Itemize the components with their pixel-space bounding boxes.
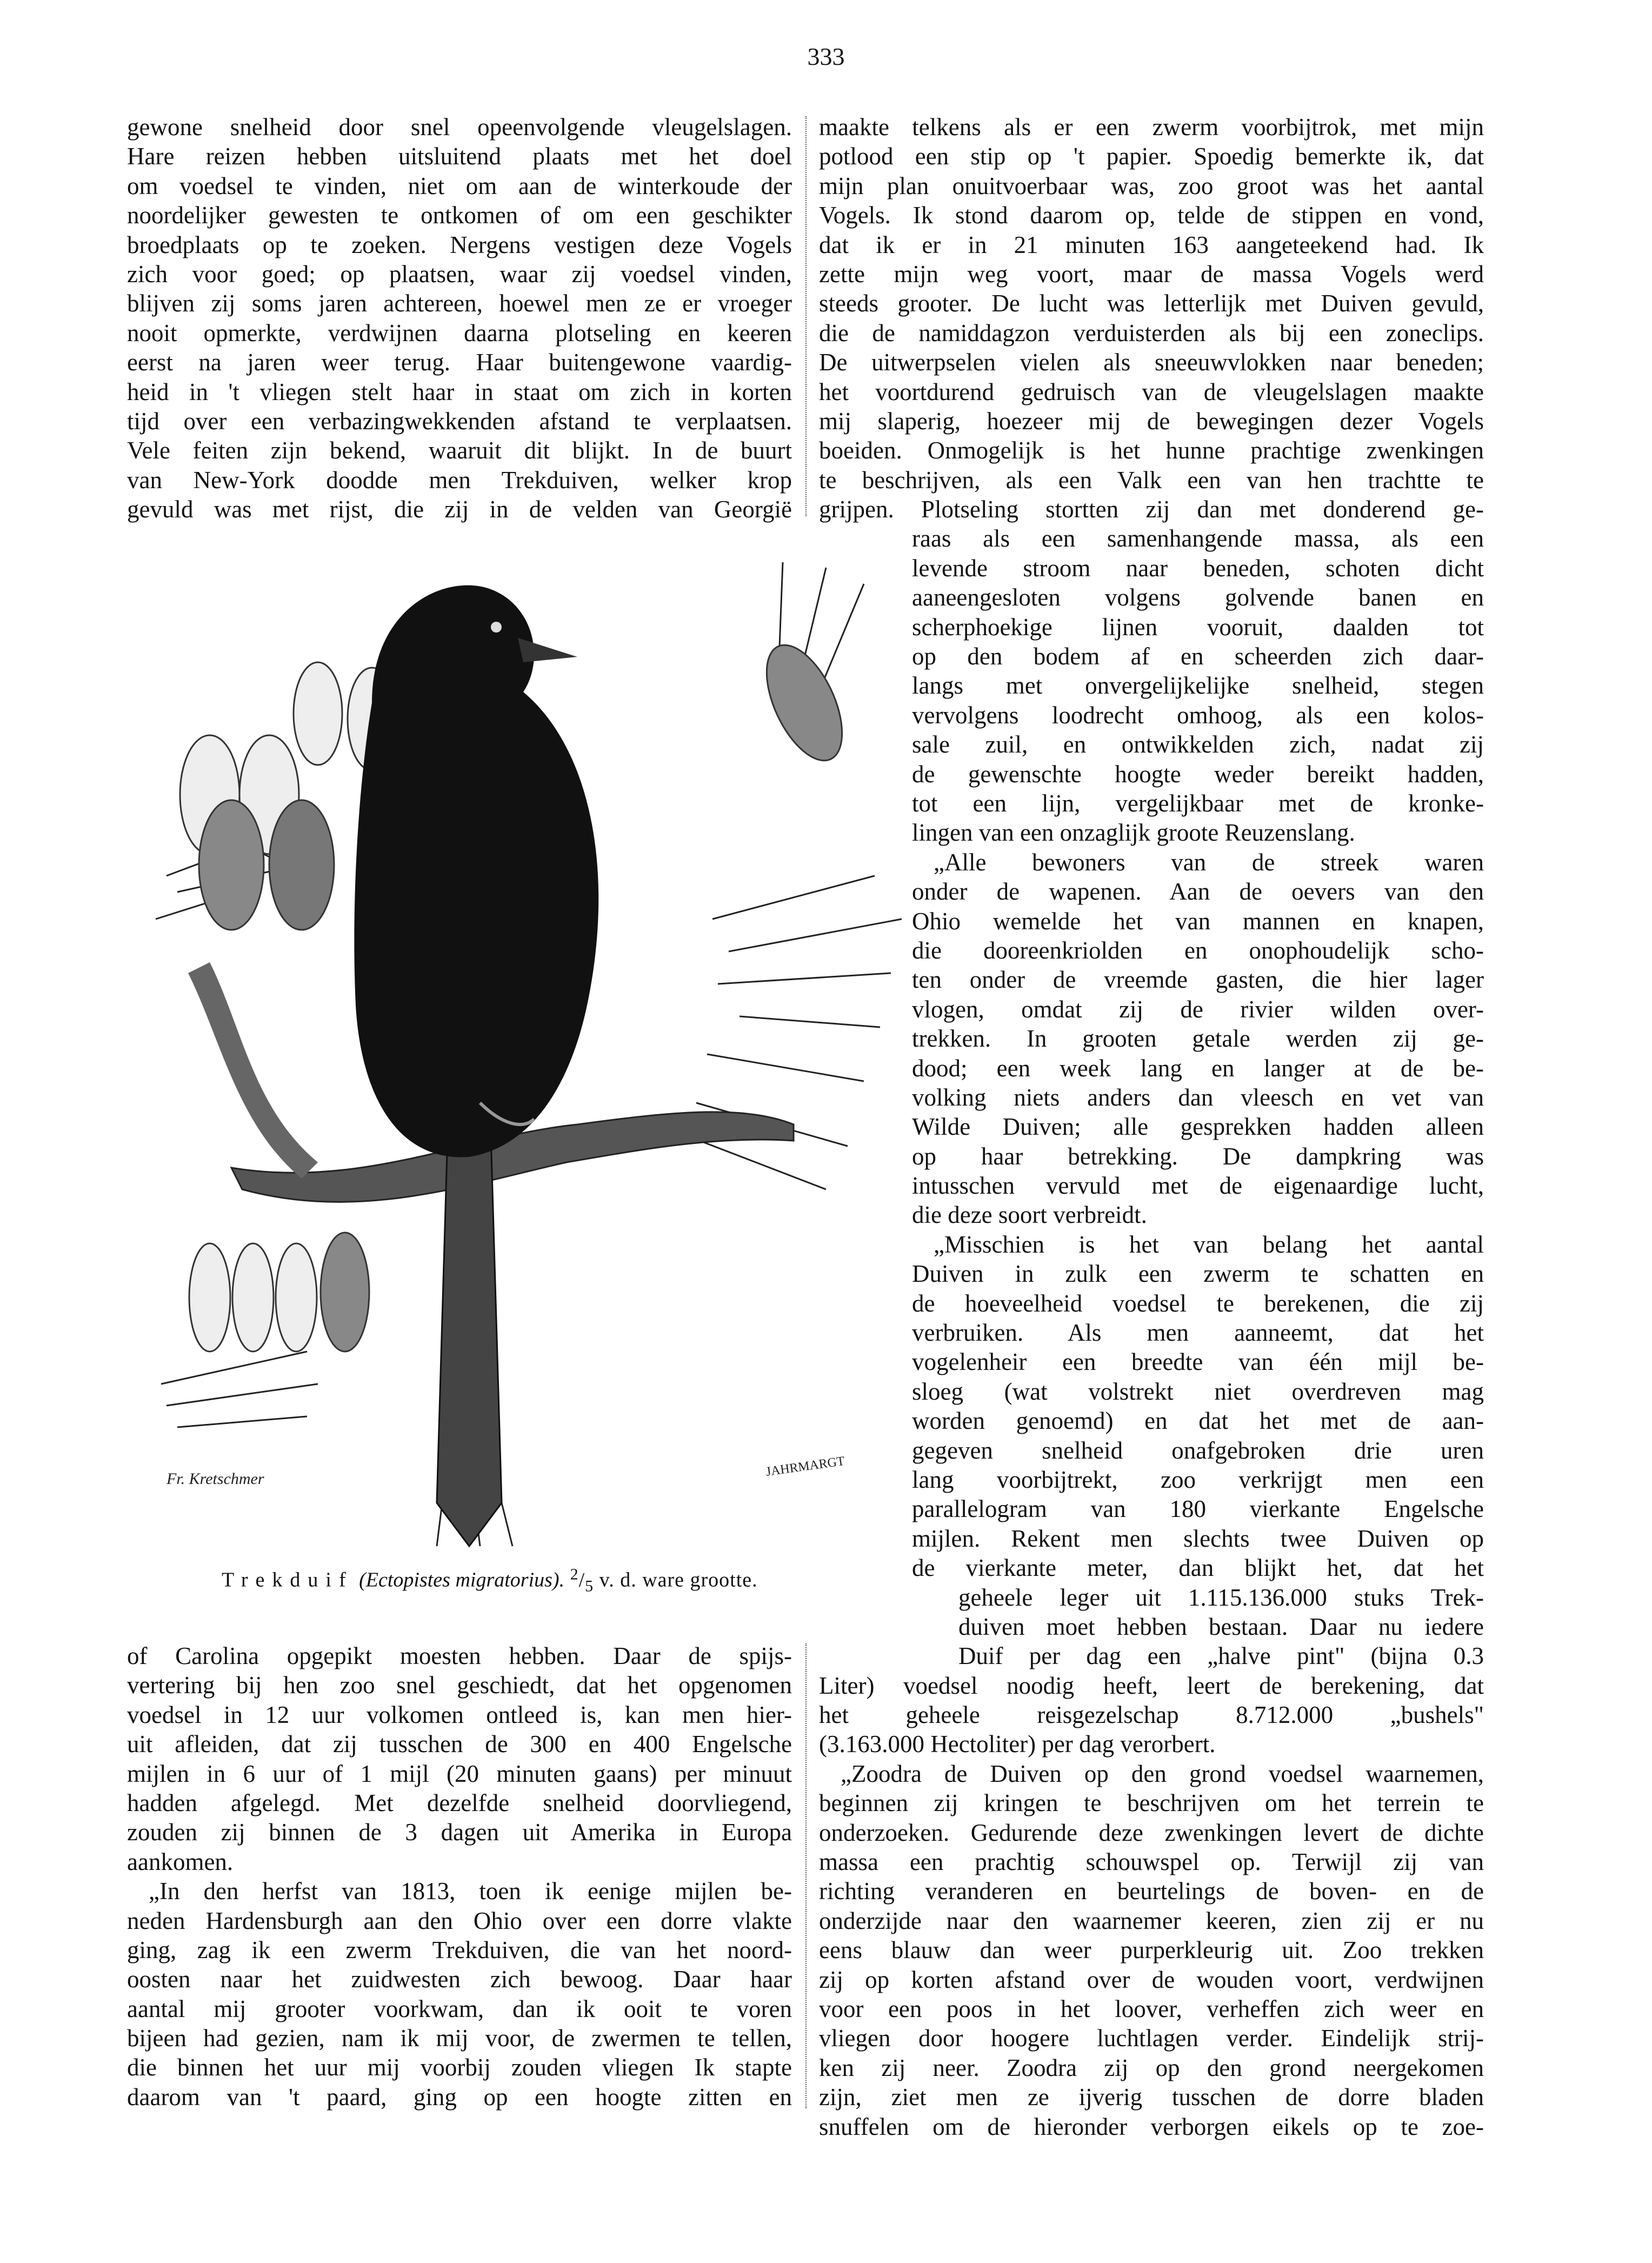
text-line: „Misschien is het van belang het aantal — [934, 1230, 1484, 1258]
text-line: scherphoekige lijnen vooruit, daalden tot — [912, 613, 1484, 641]
text-line: daarom van 't paard, ging op een hoogte zitten en — [127, 2083, 792, 2111]
text-line: neden Hardensburgh aan den Ohio over een dorre vlakte — [127, 1907, 792, 1934]
text-line: geheele leger uit 1.115.136.000 stuks Trek- — [958, 1583, 1484, 1611]
text-line: het voortdurend gedruisch van de vleugelslagen maakte — [819, 378, 1484, 405]
text-line: zij op korten afstand over de wouden voort, verdwijnen — [819, 1966, 1484, 1993]
text-line: potlood een stip op 't papier. Spoedig bemerkte ik, dat — [819, 143, 1484, 170]
text-line: langs met onvergelijkelijke snelheid, stegen — [912, 672, 1484, 700]
text-line: „In den herfst van 1813, toen ik eenige mijlen be- — [149, 1878, 792, 1905]
text-line: aankomen. — [127, 1848, 234, 1875]
text-line: aaneengesloten volgens golvende banen en — [912, 584, 1484, 611]
text-line: uit afleiden, dat zij tusschen de 300 en 400 Engelsche — [127, 1730, 792, 1758]
text-line: het geheele reisgezelschap 8.712.000 „bushels" — [819, 1701, 1484, 1729]
text-line: onderzoeken. Gedurende deze zwenkingen levert de dichte — [819, 1819, 1484, 1846]
text-line: onder de wapenen. Aan de oevers van den — [912, 878, 1484, 906]
text-line: steeds grooter. De lucht was letterlijk met Duiven gevuld, — [819, 290, 1484, 317]
text-line: intusschen vervuld met de eigenaardige lucht, — [912, 1172, 1484, 1200]
text-line: beginnen zij kringen te beschrijven om het terrein te — [819, 1789, 1484, 1817]
engraver-signature-right: JAHRMARGT — [765, 1454, 846, 1479]
text-line: of Carolina opgepikt moesten hebben. Daar de spijs- — [127, 1642, 792, 1669]
text-line: Duif per dag een „halve pint" (bijna 0.3 — [958, 1642, 1484, 1670]
caption-scale-fraction: $^2/_5$ — [570, 1565, 594, 1595]
left-column-bottom-text — [127, 1641, 792, 2112]
text-line: Vele feiten zijn bekend, waaruit dit blijkt. In de buurt — [127, 437, 792, 464]
figure-caption — [222, 1565, 758, 1595]
text-line: dat ik er in 21 minuten 163 aangeteekend had. Ik — [819, 231, 1484, 258]
text-line: lingen van een onzaglijk groote Reuzenslang. — [912, 819, 1355, 847]
text-line: vlogen, omdat zij de rivier wilden over- — [912, 995, 1484, 1023]
text-line: volking niets anders dan vleesch en vet van — [912, 1083, 1484, 1111]
text-line: de gewenschte hoogte weder bereikt hadden, — [912, 760, 1484, 788]
text-line: tot een lijn, vergelijkbaar met de kronke- — [912, 789, 1484, 817]
text-line: eerst na jaren weer terug. Haar buitengewone vaardig- — [127, 349, 792, 376]
text-line: duiven moet hebben bestaan. Daar nu iedere — [958, 1613, 1484, 1640]
text-line: heid in 't vliegen stelt haar in staat om zich in korten — [127, 378, 792, 405]
text-line: om voedsel te vinden, niet om aan de winterkoude der — [127, 172, 792, 199]
text-line: die dooreenkriolden en onophoudelijk scho- — [912, 936, 1484, 964]
text-line: hadden afgelegd. Met dezelfde snelheid doorvliegend, — [127, 1789, 792, 1816]
text-line: levende stroom naar beneden, schoten dicht — [912, 554, 1484, 582]
text-line: van New-York doodde men Trekduiven, welker krop — [127, 466, 792, 494]
text-line: die binnen het uur mij voorbij zouden vliegen Ik stapte — [127, 2054, 792, 2081]
text-line: voedsel in 12 uur volkomen ontleed is, kan men hier- — [127, 1701, 792, 1728]
text-line: tijd over een verbazingwekkenden afstand te verplaatsen. — [127, 407, 792, 435]
right-column-text — [819, 112, 1484, 2141]
text-line: mijn plan onuitvoerbaar was, zoo groot was het aantal — [819, 172, 1484, 199]
twig — [188, 962, 318, 1179]
text-line: mijlen. Rekent men slechts twee Duiven op — [912, 1525, 1484, 1552]
text-line: (3.163.000 Hectoliter) per dag verorbert. — [819, 1730, 1216, 1758]
text-line: Hare reizen hebben uitsluitend plaats met het doel — [127, 143, 792, 170]
text-line: „Alle bewoners van de streek waren — [934, 848, 1484, 876]
fraction-denominator: 5 — [585, 1577, 594, 1595]
text-line: Ohio wemelde het van mannen en knapen, — [912, 907, 1484, 935]
text-line: richting veranderen en beurtelings de boven- en de — [819, 1878, 1484, 1905]
text-line: mijlen in 6 uur of 1 mijl (20 minuten gaans) per minuut — [127, 1760, 792, 1787]
passenger-pigeon-illustration — [145, 541, 912, 1552]
text-line: onderzijde naar den waarnemer keeren, zien zij er nu — [819, 1907, 1484, 1934]
text-line: Vogels. Ik stond daarom op, telde de stippen en vond, — [819, 202, 1484, 229]
text-line: Wilde Duiven; alle gesprekken hadden alleen — [912, 1113, 1484, 1141]
text-line: de hoeveelheid voedsel te berekenen, die zij — [912, 1289, 1484, 1317]
engraver-signature-left: Fr. Kretschmer — [166, 1470, 264, 1488]
text-line: blijven zij soms jaren achtereen, hoewel men ze er vroeger — [127, 290, 792, 317]
text-line: zette mijn weg voort, maar de massa Vogels werd — [819, 260, 1484, 288]
text-line: verbruiken. Als men aanneemt, dat het — [912, 1319, 1484, 1347]
text-line: vervolgens loodrecht omhoog, als een kolos- — [912, 701, 1484, 729]
text-line: gegeven snelheid onafgebroken drie uren — [912, 1436, 1484, 1464]
text-line: vliegen door hoogere luchtlagen verder. Eindelijk strij- — [819, 2025, 1484, 2052]
text-line: de vierkante meter, dan blijkt het, dat het — [912, 1554, 1484, 1582]
text-line: raas als een samenhangende massa, als een — [912, 525, 1484, 553]
text-line: worden genoemd) en dat het met de aan- — [912, 1407, 1484, 1435]
text-line: mij slaperig, hoezeer mij de bewegingen dezer Vogels — [819, 407, 1484, 435]
text-line: bijeen had gezien, nam ik mij voor, de zwermen te tellen, — [127, 2025, 792, 2052]
fraction-numerator: 2 — [570, 1565, 579, 1583]
text-line: te beschrijven, als een Valk een van hen trachtte te — [819, 466, 1484, 494]
text-line: maakte telkens als er een zwerm voorbijtrok, met mijn — [819, 114, 1484, 141]
text-line: Duiven in zulk een zwerm te schatten en — [912, 1260, 1484, 1288]
left-column-top-text — [127, 112, 792, 524]
text-line: gevuld was met rijst, die zij in de velden van Georgië — [127, 496, 792, 523]
text-line: aantal mij grooter voorkwam, dan ik ooit te voren — [127, 1995, 792, 2022]
text-line: Liter) voedsel noodig heeft, leert de berekening, dat — [819, 1672, 1484, 1699]
column-divider-top — [805, 116, 807, 516]
text-line: voor een poos in het loover, verheffen zich weer en — [819, 1995, 1484, 2022]
page-number: 333 — [807, 43, 845, 70]
text-line: vogelenheir een breedte van één mijl be- — [912, 1348, 1484, 1376]
text-line: grijpen. Plotseling stortten zij dan met donderend ge- — [819, 496, 1484, 523]
text-line: noordelijker gewesten te ontkomen of om een geschikter — [127, 202, 792, 229]
text-line: die deze soort verbreidt. — [912, 1201, 1147, 1229]
text-line: die de namiddagzon verduisterden als bij een zoneclips. — [819, 319, 1484, 347]
text-line: sloeg (wat volstrekt niet overdreven mag — [912, 1377, 1484, 1405]
text-line: zouden zij binnen de 3 dagen uit Amerika in Europa — [127, 1819, 792, 1846]
text-line: ken zij neer. Zoodra zij op den grond neergekomen — [819, 2054, 1484, 2081]
main-pigeon — [354, 585, 598, 1546]
text-line: nooit opmerkte, verdwijnen daarna plotseling en keeren — [127, 319, 792, 347]
text-line: parallelogram van 180 vierkante Engelsche — [912, 1495, 1484, 1523]
text-line: zich voor goed; op plaatsen, waar zij voedsel vinden, — [127, 260, 792, 288]
text-line: zijn, ziet men ze ijverig tusschen de dorre bladen — [819, 2084, 1484, 2111]
text-line: boeiden. Onmogelijk is het hunne prachtige zwenkingen — [819, 437, 1484, 464]
text-line: massa een prachtig schouwspel op. Terwijl zij van — [819, 1848, 1484, 1876]
caption-scale-text: v. d. ware grootte. — [599, 1568, 758, 1592]
text-line: ten onder de vreemde gasten, die hier lager — [912, 966, 1484, 994]
text-line: lang voorbijtrekt, zoo verkrijgt men een — [912, 1466, 1484, 1493]
text-line: broedplaats op te zoeken. Nergens vestigen deze Vogels — [127, 231, 792, 258]
text-line: op den bodem af en scheerden zich daar- — [912, 643, 1484, 670]
text-line: sale zuil, en ontwikkelden zich, nadat zij — [912, 731, 1484, 758]
text-line: trekken. In grooten getale werden zij ge- — [912, 1025, 1484, 1053]
caption-common-name: Trekduif — [222, 1568, 354, 1592]
text-line: ging, zag ik een zwerm Trekduiven, die van het noord- — [127, 1936, 792, 1964]
text-line: vertering bij hen zoo snel geschiedt, dat het opgenomen — [127, 1672, 792, 1699]
text-line: dood; een week lang en langer at de be- — [912, 1054, 1484, 1082]
engraving-svg — [145, 541, 912, 1552]
text-line: op haar betrekking. De dampkring was — [912, 1142, 1484, 1170]
text-line: snuffelen om de hieronder verborgen eikels op te zoe- — [819, 2113, 1484, 2140]
text-line: eens blauw dan weer purperkleurig uit. Zoo trekken — [819, 1936, 1484, 1964]
caption-latin-name: (Ectopistes migratorius). — [359, 1568, 565, 1592]
text-line: gewone snelheid door snel opeenvolgende vleugelslagen. — [127, 114, 792, 141]
column-divider-bottom — [805, 1643, 807, 2108]
text-line: De uitwerpselen vielen als sneeuwvlokken naar beneden; — [819, 349, 1484, 376]
text-line: oosten naar het zuidwesten zich bewoog. Daar haar — [127, 1966, 792, 1993]
text-line: „Zoodra de Duiven op den grond voedsel waarnemen, — [841, 1760, 1484, 1787]
